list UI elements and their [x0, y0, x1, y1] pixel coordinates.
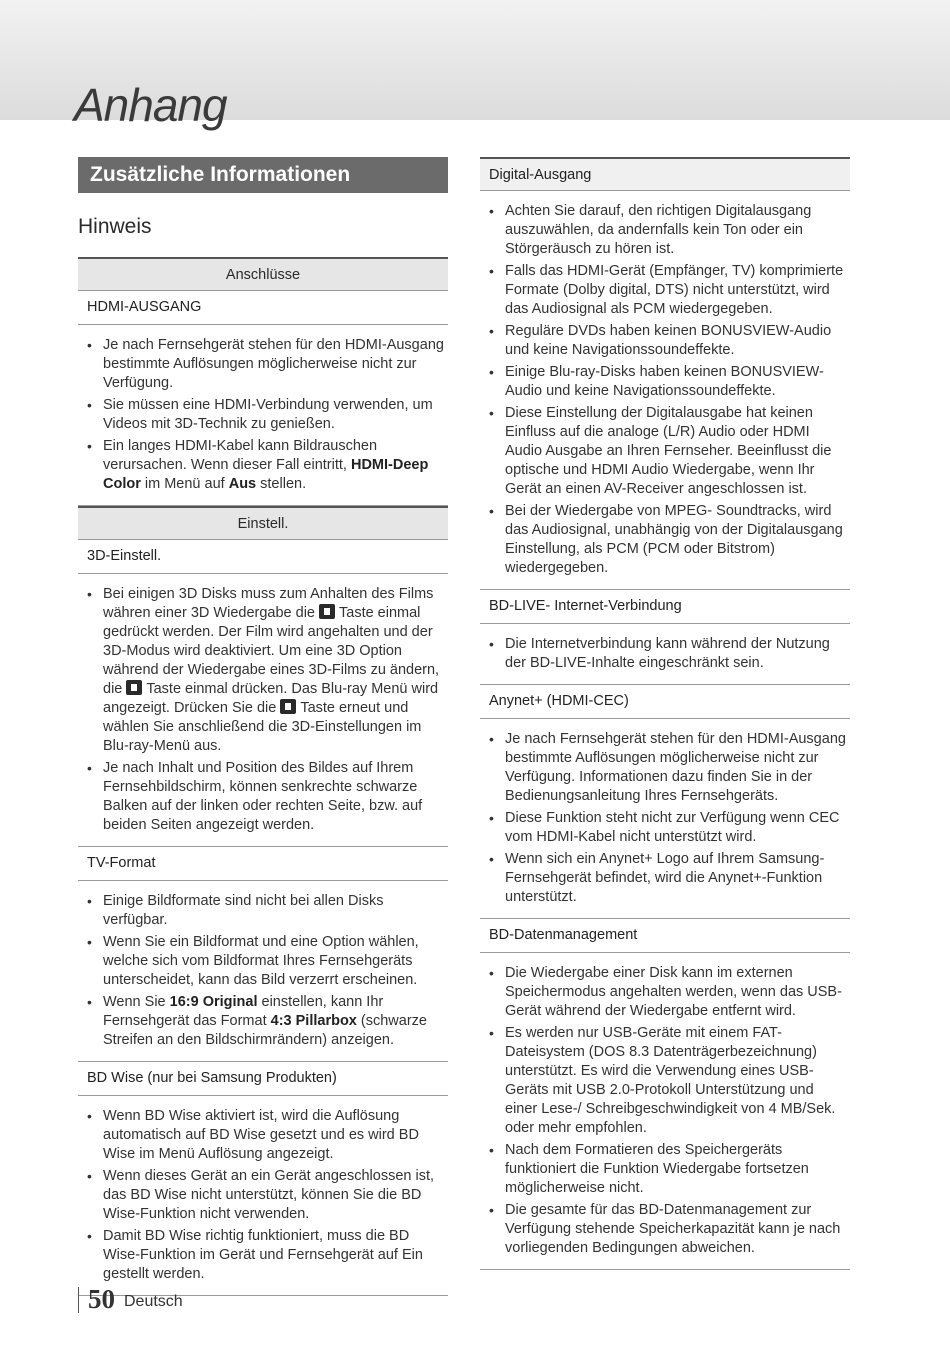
subsection-anynet: Anynet+ (HDMI-CEC)	[480, 685, 850, 719]
list-item: • Diese Einstellung der Digitalausgabe hat keinen Einfluss auf die analoge (L/R) Audio oder HDMI Audio Ausgabe an Ihren Fernseher. Beeinflusst die optische und HDMI Audio Wiedergabe, wenn Ihr Gerät an einen AV-Receiver angeschlossen ist.	[480, 404, 850, 499]
text-segment: stellen.	[260, 476, 307, 492]
subsection-digital-output: Digital-Ausgang	[480, 157, 850, 191]
page-footer	[78, 1283, 183, 1313]
list-item: • Damit BD Wise richtig funktioniert, muss die BD Wise-Funktion im Gerät und Fernsehgerät auf Ein gestellt werden.	[78, 1227, 448, 1284]
left-column	[78, 157, 448, 1296]
list-item: • Die gesamte für das BD-Datenmanagement zur Verfügung stehende Speicherkapazität kann je nach vorliegenden Bedingungen abweichen.	[480, 1201, 850, 1258]
stop-key-icon	[126, 680, 142, 695]
text-segment: einstellen, kann Ihr Fernsehgerät das Format	[103, 994, 384, 1029]
tv-format-list	[78, 881, 448, 1062]
page-number: 50	[88, 1284, 115, 1314]
bold-term: HDMI-Deep Color	[103, 457, 429, 492]
text-segment: (schwarze Streifen an den Bildschirmrändern) anzeigen.	[103, 1013, 427, 1048]
list-item: • Einige Bildformate sind nicht bei allen Disks verfügbar.	[78, 892, 448, 930]
hdmi-output-list	[78, 325, 448, 506]
subsection-bd-data-management: BD-Datenmanagement	[480, 919, 850, 953]
text-segment: Wenn Sie	[103, 994, 166, 1010]
text-segment: Taste einmal gedrückt werden. Der Film wird angehalten und der 3D-Modus wird deaktiviert. Um eine 3D Option während der Wiedergabe eines 3D-Films zu ändern, die	[103, 605, 440, 697]
footer-divider	[78, 1287, 79, 1313]
list-item: • Die Internetverbindung kann während der Nutzung der BD-LIVE-Inhalte eingeschränkt sein.	[480, 635, 850, 673]
list-item: • Diese Funktion steht nicht zur Verfügung wenn CEC vom HDMI-Kabel nicht unterstützt wird.	[480, 809, 850, 847]
right-column	[480, 157, 850, 1270]
section-title: Zusätzliche Informationen	[78, 157, 448, 193]
bold-term: Aus	[228, 476, 257, 492]
list-item	[78, 585, 448, 756]
text-segment: Bei einigen 3D Disks muss zum Anhalten des Films währen einer 3D Wiedergabe die	[103, 586, 434, 621]
list-item: • Bei der Wiedergabe von MPEG- Soundtracks, wird das Audiosignal, unabhängig von der Digitalausgang Einstellung, als PCM (PCM oder Bitstrom) wiedergegeben.	[480, 502, 850, 578]
subsection-tv-format: TV-Format	[78, 847, 448, 881]
note-heading: Hinweis	[78, 215, 152, 238]
list-item: • Falls das HDMI-Gerät (Empfänger, TV) komprimierte Formate (Dolby digital, DTS) nicht unterstützt, wird das Audiosignal als PCM wiedergegeben.	[480, 262, 850, 319]
text-segment: Ein langes HDMI-Kabel kann Bildrauschen verursachen. Wenn dieser Fall eintritt,	[103, 438, 378, 473]
category-connections: Anschlüsse	[78, 257, 448, 291]
category-settings: Einstell.	[78, 506, 448, 540]
list-item: • Es werden nur USB-Geräte mit einem FAT-Dateisystem (DOS 8.3 Datenträgerbezeichnung) unterstützt. Es wird die Verwendung eines USB-Geräts mit USB 2.0-Protokoll Unterstützung und einer Lese-/ Schreibgeschwindigkeit von 4 MB/Sek. oder mehr empfohlen.	[480, 1024, 850, 1138]
list-item: • Die Wiedergabe einer Disk kann im externen Speichermodus angehalten werden, wenn das USB-Gerät während der Wiedergabe entfernt wird.	[480, 964, 850, 1021]
list-item	[78, 437, 448, 494]
subsection-bd-live: BD-LIVE- Internet-Verbindung	[480, 590, 850, 624]
list-item: • Wenn Sie ein Bildformat und eine Option wählen, welche sich vom Bildformat Ihres Fernsehgeräts unterscheidet, kann das Bild verzerrt erscheinen.	[78, 933, 448, 990]
anynet-list	[480, 719, 850, 919]
text-segment: Taste einmal drücken. Das Blu-ray Menü wird angezeigt. Drücken Sie die	[103, 681, 439, 716]
3d-settings-list	[78, 574, 448, 847]
list-item	[78, 993, 448, 1050]
subsection-bd-wise: BD Wise (nur bei Samsung Produkten)	[78, 1062, 448, 1096]
page-language: Deutsch	[124, 1293, 183, 1310]
list-item: • Achten Sie darauf, den richtigen Digitalausgang auszuwählen, da andernfalls kein Ton oder ein Störgeräusch zu hören ist.	[480, 202, 850, 259]
list-item: • Wenn dieses Gerät an ein Gerät angeschlossen ist, das BD Wise nicht unterstützt, können Sie die BD Wise-Funktion nicht verwenden.	[78, 1167, 448, 1224]
list-item: • Wenn BD Wise aktiviert ist, wird die Auflösung automatisch auf BD Wise gesetzt und es wird BD Wise im Menü Auflösung angezeigt.	[78, 1107, 448, 1164]
digital-output-list	[480, 191, 850, 590]
list-item: • Je nach Inhalt und Position des Bildes auf Ihrem Fernsehbildschirm, können senkrechte schwarze Balken auf der linken oder rechten Seite, bzw. auf beiden Seiten angezeigt werden.	[78, 759, 448, 835]
bd-wise-list	[78, 1096, 448, 1296]
list-item: • Nach dem Formatieren des Speichergeräts funktioniert die Funktion Wiedergabe fortsetzen möglicherweise nicht.	[480, 1141, 850, 1198]
subsection-hdmi-output: HDMI-AUSGANG	[78, 291, 448, 325]
stop-key-icon	[280, 699, 296, 714]
stop-key-icon	[319, 604, 335, 619]
list-item: • Je nach Fernsehgerät stehen für den HDMI-Ausgang bestimmte Auflösungen möglicherweise nicht zur Verfügung. Informationen dazu finden Sie in der Bedienungsanleitung Ihres Fernsehgeräts.	[480, 730, 850, 806]
list-item: • Sie müssen eine HDMI-Verbindung verwenden, um Videos mit 3D-Technik zu genießen.	[78, 396, 448, 434]
bold-term: 16:9 Original	[169, 994, 258, 1010]
bd-live-list	[480, 624, 850, 685]
bold-term: 4:3 Pillarbox	[270, 1013, 357, 1029]
bd-data-management-list	[480, 953, 850, 1270]
subsection-3d-settings: 3D-Einstell.	[78, 540, 448, 574]
list-item: • Wenn sich ein Anynet+ Logo auf Ihrem Samsung-Fernsehgerät befindet, wird die Anynet+-Funktion unterstützt.	[480, 850, 850, 907]
list-item: • Reguläre DVDs haben keinen BONUSVIEW-Audio und keine Navigationssoundeffekte.	[480, 322, 850, 360]
text-segment: Taste erneut und wählen Sie anschließend die 3D-Einstellungen im Blu-ray-Menü aus.	[103, 700, 422, 754]
text-segment: im Menü auf	[144, 476, 225, 492]
list-item: • Einige Blu-ray-Disks haben keinen BONUSVIEW-Audio und keine Navigationssoundeffekte.	[480, 363, 850, 401]
list-item: • Je nach Fernsehgerät stehen für den HDMI-Ausgang bestimmte Auflösungen möglicherweise nicht zur Verfügung.	[78, 336, 448, 393]
chapter-title: Anhang	[74, 79, 227, 131]
